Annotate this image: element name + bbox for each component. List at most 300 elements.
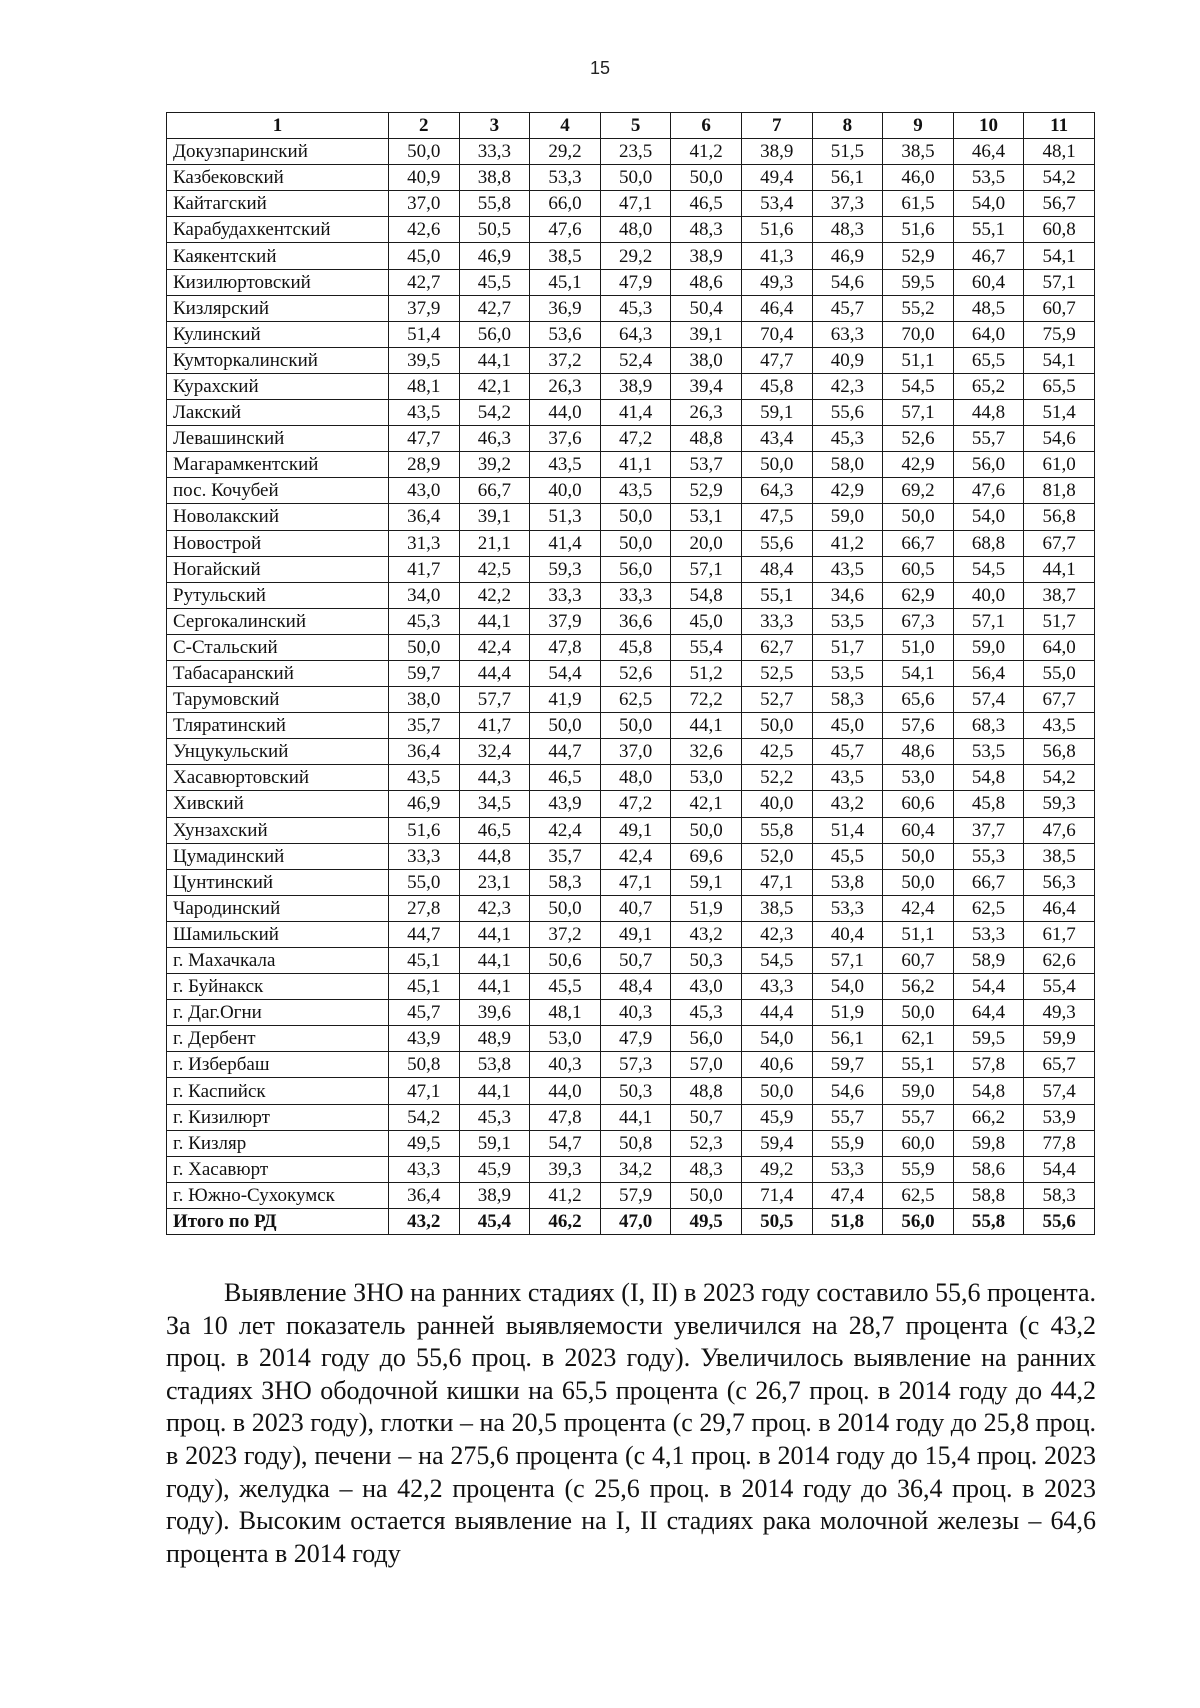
value-cell: 46,4 — [1024, 895, 1095, 921]
value-cell: 44,1 — [671, 713, 742, 739]
value-cell: 52,7 — [741, 687, 812, 713]
value-cell: 68,8 — [953, 530, 1024, 556]
district-name: г. Дербент — [167, 1026, 389, 1052]
value-cell: 65,7 — [1024, 1052, 1095, 1078]
value-cell: 38,9 — [459, 1182, 530, 1208]
value-cell: 55,6 — [741, 530, 812, 556]
value-cell: 45,7 — [389, 1000, 460, 1026]
value-cell: 54,2 — [459, 400, 530, 426]
value-cell: 45,4 — [459, 1208, 530, 1234]
value-cell: 48,6 — [883, 739, 954, 765]
value-cell: 40,6 — [741, 1052, 812, 1078]
value-cell: 55,1 — [953, 217, 1024, 243]
value-cell: 45,3 — [600, 295, 671, 321]
district-name: Ногайский — [167, 556, 389, 582]
value-cell: 41,2 — [812, 530, 883, 556]
value-cell: 67,7 — [1024, 687, 1095, 713]
value-cell: 75,9 — [1024, 321, 1095, 347]
table-row — [167, 739, 1095, 765]
value-cell: 27,8 — [389, 895, 460, 921]
value-cell: 47,6 — [530, 217, 601, 243]
value-cell: 42,7 — [459, 295, 530, 321]
table-row — [167, 1104, 1095, 1130]
value-cell: 48,1 — [1024, 139, 1095, 165]
table-row — [167, 1052, 1095, 1078]
value-cell: 34,6 — [812, 582, 883, 608]
value-cell: 64,4 — [953, 1000, 1024, 1026]
value-cell: 47,6 — [953, 478, 1024, 504]
value-cell: 53,1 — [671, 504, 742, 530]
value-cell: 51,0 — [883, 634, 954, 660]
value-cell: 40,0 — [953, 582, 1024, 608]
value-cell: 50,3 — [671, 948, 742, 974]
value-cell: 72,2 — [671, 687, 742, 713]
value-cell: 69,6 — [671, 843, 742, 869]
value-cell: 62,5 — [600, 687, 671, 713]
value-cell: 53,3 — [953, 921, 1024, 947]
value-cell: 60,4 — [953, 269, 1024, 295]
value-cell: 41,4 — [600, 400, 671, 426]
district-name: г. Буйнакск — [167, 974, 389, 1000]
table-row — [167, 660, 1095, 686]
value-cell: 46,3 — [459, 426, 530, 452]
value-cell: 55,9 — [812, 1130, 883, 1156]
value-cell: 20,0 — [671, 530, 742, 556]
value-cell: 64,0 — [953, 321, 1024, 347]
value-cell: 46,9 — [812, 243, 883, 269]
value-cell: 50,0 — [741, 713, 812, 739]
value-cell: 37,0 — [600, 739, 671, 765]
value-cell: 77,8 — [1024, 1130, 1095, 1156]
value-cell: 54,8 — [953, 1078, 1024, 1104]
table-row — [167, 765, 1095, 791]
value-cell: 23,5 — [600, 139, 671, 165]
value-cell: 49,3 — [741, 269, 812, 295]
value-cell: 51,9 — [812, 1000, 883, 1026]
value-cell: 50,5 — [741, 1208, 812, 1234]
value-cell: 53,0 — [671, 765, 742, 791]
value-cell: 50,0 — [671, 817, 742, 843]
district-name: Лакский — [167, 400, 389, 426]
value-cell: 39,6 — [459, 1000, 530, 1026]
value-cell: 43,2 — [812, 791, 883, 817]
value-cell: 44,7 — [530, 739, 601, 765]
value-cell: 54,0 — [953, 191, 1024, 217]
table-row — [167, 426, 1095, 452]
value-cell: 57,1 — [1024, 269, 1095, 295]
value-cell: 56,2 — [883, 974, 954, 1000]
value-cell: 51,6 — [883, 217, 954, 243]
value-cell: 50,0 — [883, 504, 954, 530]
value-cell: 54,4 — [953, 974, 1024, 1000]
value-cell: 46,5 — [530, 765, 601, 791]
value-cell: 44,1 — [459, 974, 530, 1000]
table-header-row — [167, 113, 1095, 139]
value-cell: 58,0 — [812, 452, 883, 478]
value-cell: 43,5 — [389, 765, 460, 791]
value-cell: 39,5 — [389, 347, 460, 373]
table-row — [167, 895, 1095, 921]
value-cell: 42,4 — [600, 843, 671, 869]
value-cell: 57,8 — [953, 1052, 1024, 1078]
value-cell: 39,4 — [671, 373, 742, 399]
value-cell: 39,1 — [671, 321, 742, 347]
district-name: Табасаранский — [167, 660, 389, 686]
value-cell: 52,9 — [883, 243, 954, 269]
value-cell: 42,5 — [741, 739, 812, 765]
column-header: 5 — [600, 113, 671, 139]
value-cell: 59,1 — [741, 400, 812, 426]
value-cell: 57,4 — [953, 687, 1024, 713]
value-cell: 32,6 — [671, 739, 742, 765]
value-cell: 54,0 — [953, 504, 1024, 530]
value-cell: 47,8 — [530, 1104, 601, 1130]
value-cell: 66,7 — [459, 478, 530, 504]
value-cell: 52,5 — [741, 660, 812, 686]
district-name: Рутульский — [167, 582, 389, 608]
district-name: Новострой — [167, 530, 389, 556]
value-cell: 60,7 — [1024, 295, 1095, 321]
value-cell: 59,0 — [812, 504, 883, 530]
value-cell: 43,9 — [530, 791, 601, 817]
value-cell: 59,5 — [883, 269, 954, 295]
district-name: Шамильский — [167, 921, 389, 947]
value-cell: 45,0 — [671, 608, 742, 634]
table-row — [167, 1130, 1095, 1156]
value-cell: 66,7 — [953, 869, 1024, 895]
value-cell: 57,1 — [812, 948, 883, 974]
value-cell: 50,0 — [883, 1000, 954, 1026]
value-cell: 40,3 — [600, 1000, 671, 1026]
value-cell: 35,7 — [530, 843, 601, 869]
value-cell: 54,5 — [953, 556, 1024, 582]
value-cell: 39,2 — [459, 452, 530, 478]
value-cell: 57,7 — [459, 687, 530, 713]
value-cell: 53,6 — [530, 321, 601, 347]
district-name: г. Избербаш — [167, 1052, 389, 1078]
table-row — [167, 295, 1095, 321]
value-cell: 45,1 — [530, 269, 601, 295]
value-cell: 40,0 — [530, 478, 601, 504]
value-cell: 45,5 — [812, 843, 883, 869]
value-cell: 50,3 — [600, 1078, 671, 1104]
value-cell: 48,3 — [671, 1156, 742, 1182]
value-cell: 39,3 — [530, 1156, 601, 1182]
value-cell: 56,8 — [1024, 739, 1095, 765]
value-cell: 66,2 — [953, 1104, 1024, 1130]
value-cell: 48,1 — [389, 373, 460, 399]
value-cell: 60,6 — [883, 791, 954, 817]
table-row — [167, 843, 1095, 869]
table-row — [167, 713, 1095, 739]
value-cell: 40,9 — [812, 347, 883, 373]
district-name: Кулинский — [167, 321, 389, 347]
column-header: 7 — [741, 113, 812, 139]
table-row — [167, 1182, 1095, 1208]
value-cell: 33,3 — [389, 843, 460, 869]
value-cell: 55,8 — [459, 191, 530, 217]
value-cell: 38,0 — [389, 687, 460, 713]
column-header: 9 — [883, 113, 954, 139]
district-name: Докузпаринский — [167, 139, 389, 165]
table-row — [167, 582, 1095, 608]
district-name: г. Хасавюрт — [167, 1156, 389, 1182]
table-row — [167, 269, 1095, 295]
value-cell: 47,8 — [530, 634, 601, 660]
value-cell: 45,5 — [530, 974, 601, 1000]
value-cell: 50,8 — [600, 1130, 671, 1156]
district-name: Итого по РД — [167, 1208, 389, 1234]
value-cell: 55,1 — [883, 1052, 954, 1078]
value-cell: 62,5 — [883, 1182, 954, 1208]
value-cell: 44,1 — [459, 921, 530, 947]
value-cell: 51,1 — [883, 921, 954, 947]
table-row — [167, 921, 1095, 947]
value-cell: 49,1 — [600, 921, 671, 947]
value-cell: 33,3 — [530, 582, 601, 608]
value-cell: 52,6 — [600, 660, 671, 686]
value-cell: 53,3 — [812, 895, 883, 921]
value-cell: 47,9 — [600, 269, 671, 295]
value-cell: 58,3 — [1024, 1182, 1095, 1208]
value-cell: 49,3 — [1024, 1000, 1095, 1026]
early-detection-table — [166, 112, 1095, 1235]
value-cell: 26,3 — [530, 373, 601, 399]
value-cell: 42,4 — [459, 634, 530, 660]
table-row — [167, 321, 1095, 347]
value-cell: 56,0 — [953, 452, 1024, 478]
value-cell: 46,4 — [953, 139, 1024, 165]
value-cell: 33,3 — [459, 139, 530, 165]
value-cell: 52,2 — [741, 765, 812, 791]
value-cell: 48,8 — [671, 426, 742, 452]
value-cell: 54,2 — [1024, 765, 1095, 791]
value-cell: 63,3 — [812, 321, 883, 347]
value-cell: 44,0 — [530, 1078, 601, 1104]
value-cell: 55,0 — [1024, 660, 1095, 686]
value-cell: 42,7 — [389, 269, 460, 295]
value-cell: 55,7 — [883, 1104, 954, 1130]
table-row — [167, 243, 1095, 269]
value-cell: 55,6 — [1024, 1208, 1095, 1234]
district-name: Цумадинский — [167, 843, 389, 869]
value-cell: 40,4 — [812, 921, 883, 947]
value-cell: 49,5 — [389, 1130, 460, 1156]
value-cell: 47,5 — [741, 504, 812, 530]
value-cell: 57,4 — [1024, 1078, 1095, 1104]
value-cell: 51,7 — [1024, 608, 1095, 634]
value-cell: 43,5 — [389, 400, 460, 426]
value-cell: 43,5 — [812, 765, 883, 791]
value-cell: 48,0 — [600, 217, 671, 243]
value-cell: 47,6 — [1024, 817, 1095, 843]
value-cell: 36,9 — [530, 295, 601, 321]
value-cell: 53,8 — [459, 1052, 530, 1078]
value-cell: 59,7 — [812, 1052, 883, 1078]
value-cell: 50,0 — [530, 895, 601, 921]
value-cell: 48,9 — [459, 1026, 530, 1052]
value-cell: 55,7 — [812, 1104, 883, 1130]
value-cell: 59,0 — [883, 1078, 954, 1104]
value-cell: 38,5 — [530, 243, 601, 269]
value-cell: 51,5 — [812, 139, 883, 165]
value-cell: 45,7 — [812, 295, 883, 321]
value-cell: 57,1 — [883, 400, 954, 426]
district-name: г. Южно-Сухокумск — [167, 1182, 389, 1208]
value-cell: 45,8 — [600, 634, 671, 660]
value-cell: 70,4 — [741, 321, 812, 347]
value-cell: 58,8 — [953, 1182, 1024, 1208]
value-cell: 45,8 — [741, 373, 812, 399]
value-cell: 28,9 — [389, 452, 460, 478]
value-cell: 42,2 — [459, 582, 530, 608]
value-cell: 59,4 — [741, 1130, 812, 1156]
value-cell: 55,0 — [389, 869, 460, 895]
value-cell: 60,8 — [1024, 217, 1095, 243]
value-cell: 45,5 — [459, 269, 530, 295]
value-cell: 54,6 — [812, 1078, 883, 1104]
value-cell: 42,4 — [530, 817, 601, 843]
value-cell: 47,2 — [600, 791, 671, 817]
value-cell: 38,5 — [1024, 843, 1095, 869]
value-cell: 54,0 — [741, 1026, 812, 1052]
district-name: Магарамкентский — [167, 452, 389, 478]
value-cell: 36,4 — [389, 1182, 460, 1208]
district-name: Карабудахкентский — [167, 217, 389, 243]
value-cell: 54,8 — [671, 582, 742, 608]
district-name: Кизилюртовский — [167, 269, 389, 295]
value-cell: 23,1 — [459, 869, 530, 895]
value-cell: 41,4 — [530, 530, 601, 556]
table-row — [167, 400, 1095, 426]
value-cell: 53,3 — [812, 1156, 883, 1182]
value-cell: 51,8 — [812, 1208, 883, 1234]
value-cell: 57,6 — [883, 713, 954, 739]
column-header: 6 — [671, 113, 742, 139]
value-cell: 57,1 — [953, 608, 1024, 634]
value-cell: 42,1 — [459, 373, 530, 399]
value-cell: 45,3 — [671, 1000, 742, 1026]
value-cell: 56,0 — [883, 1208, 954, 1234]
value-cell: 66,0 — [530, 191, 601, 217]
value-cell: 49,5 — [671, 1208, 742, 1234]
value-cell: 43,5 — [530, 452, 601, 478]
value-cell: 56,1 — [812, 165, 883, 191]
district-name: Кизлярский — [167, 295, 389, 321]
district-name: Тляратинский — [167, 713, 389, 739]
value-cell: 38,8 — [459, 165, 530, 191]
column-header: 4 — [530, 113, 601, 139]
value-cell: 40,0 — [741, 791, 812, 817]
value-cell: 50,7 — [600, 948, 671, 974]
value-cell: 38,9 — [741, 139, 812, 165]
value-cell: 67,7 — [1024, 530, 1095, 556]
column-header: 1 — [167, 113, 389, 139]
column-header: 11 — [1024, 113, 1095, 139]
value-cell: 26,3 — [671, 400, 742, 426]
value-cell: 49,1 — [600, 817, 671, 843]
value-cell: 44,8 — [459, 843, 530, 869]
value-cell: 50,5 — [459, 217, 530, 243]
value-cell: 43,3 — [389, 1156, 460, 1182]
value-cell: 45,3 — [459, 1104, 530, 1130]
value-cell: 43,5 — [1024, 713, 1095, 739]
value-cell: 66,7 — [883, 530, 954, 556]
body-paragraph: Выявление ЗНО на ранних стадиях (I, II) в 2023 году составило 55,6 процента. За 10 лет показатель ранней выявляемости увеличился на 28,7 процента (с 43,2 проц. в 2014 году до 55,6 проц. в 2023 году). Увеличилось выявление на ранних стадиях ЗНО ободочной кишки на 65,5 процента (с 26,7 проц. в 2014 году до 44,2 проц. в 2023 году), глотки – на 20,5 процента (с 29,7 проц. в 2014 году до 25,8 проц. в 2023 году), печени – на 275,6 процента (с 4,1 проц. в 2014 году до 15,4 проц. 2023 году), желудка – на 42,2 процента (с 25,6 проц. в 2014 году до 36,4 проц. в 2023 году). Высоким остается выявление на I, II стадиях рака молочной железы – 64,6 процента в 2014 году — [166, 1278, 1096, 1568]
value-cell: 58,9 — [953, 948, 1024, 974]
district-name: С-Стальский — [167, 634, 389, 660]
value-cell: 55,4 — [1024, 974, 1095, 1000]
value-cell: 56,0 — [600, 556, 671, 582]
district-name: Цунтинский — [167, 869, 389, 895]
value-cell: 62,1 — [883, 1026, 954, 1052]
value-cell: 31,3 — [389, 530, 460, 556]
value-cell: 51,3 — [530, 504, 601, 530]
table-row — [167, 791, 1095, 817]
value-cell: 48,5 — [953, 295, 1024, 321]
value-cell: 41,2 — [671, 139, 742, 165]
value-cell: 51,4 — [1024, 400, 1095, 426]
value-cell: 37,2 — [530, 347, 601, 373]
value-cell: 53,0 — [530, 1026, 601, 1052]
table-row — [167, 817, 1095, 843]
value-cell: 53,5 — [953, 165, 1024, 191]
value-cell: 60,5 — [883, 556, 954, 582]
district-name: Хасавюртовский — [167, 765, 389, 791]
value-cell: 50,0 — [600, 504, 671, 530]
total-row — [167, 1208, 1095, 1234]
value-cell: 47,1 — [741, 869, 812, 895]
value-cell: 47,1 — [389, 1078, 460, 1104]
value-cell: 56,0 — [671, 1026, 742, 1052]
value-cell: 42,5 — [459, 556, 530, 582]
value-cell: 56,8 — [1024, 504, 1095, 530]
district-name: Кумторкалинский — [167, 347, 389, 373]
value-cell: 42,9 — [812, 478, 883, 504]
value-cell: 43,0 — [389, 478, 460, 504]
value-cell: 57,0 — [671, 1052, 742, 1078]
value-cell: 38,0 — [671, 347, 742, 373]
district-name: Левашинский — [167, 426, 389, 452]
value-cell: 48,1 — [530, 1000, 601, 1026]
value-cell: 29,2 — [530, 139, 601, 165]
value-cell: 38,5 — [741, 895, 812, 921]
value-cell: 33,3 — [741, 608, 812, 634]
value-cell: 54,1 — [1024, 347, 1095, 373]
district-name: Курахский — [167, 373, 389, 399]
value-cell: 59,5 — [953, 1026, 1024, 1052]
value-cell: 48,8 — [671, 1078, 742, 1104]
value-cell: 37,7 — [953, 817, 1024, 843]
value-cell: 62,6 — [1024, 948, 1095, 974]
value-cell: 60,0 — [883, 1130, 954, 1156]
value-cell: 29,2 — [600, 243, 671, 269]
value-cell: 32,4 — [459, 739, 530, 765]
value-cell: 50,0 — [883, 869, 954, 895]
value-cell: 39,1 — [459, 504, 530, 530]
value-cell: 54,0 — [812, 974, 883, 1000]
value-cell: 54,6 — [1024, 426, 1095, 452]
value-cell: 56,3 — [1024, 869, 1095, 895]
value-cell: 43,2 — [389, 1208, 460, 1234]
value-cell: 51,4 — [812, 817, 883, 843]
value-cell: 81,8 — [1024, 478, 1095, 504]
value-cell: 55,6 — [812, 400, 883, 426]
value-cell: 54,4 — [1024, 1156, 1095, 1182]
value-cell: 38,9 — [600, 373, 671, 399]
value-cell: 54,5 — [883, 373, 954, 399]
value-cell: 37,9 — [530, 608, 601, 634]
